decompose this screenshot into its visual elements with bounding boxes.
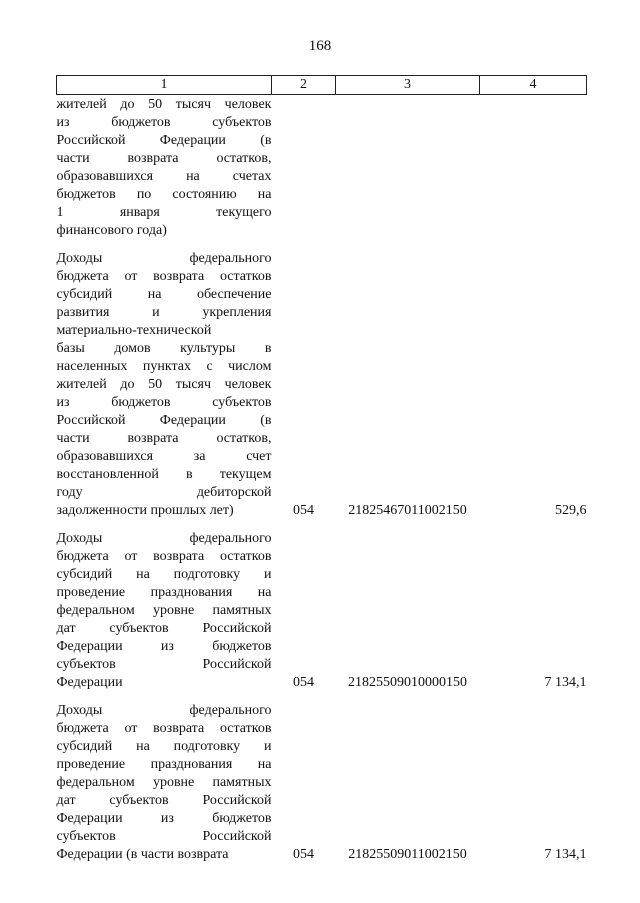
description-line: Доходы федерального <box>56 531 272 546</box>
amount-value: 7 134,1 <box>544 847 587 862</box>
description-line: развития и укрепления <box>56 305 272 320</box>
row-spacer <box>57 520 587 530</box>
description-line: году дебиторской <box>56 485 272 500</box>
description-line: субсидий на обеспечение <box>56 287 272 302</box>
description-line: материально-технической <box>56 323 212 338</box>
budget-classification-code: 21825467011002150 <box>348 503 467 518</box>
description-line: Федерации из бюджетов <box>56 811 272 826</box>
description-line: проведение празднования на <box>56 757 272 772</box>
description-line: субсидий на подготовку и <box>56 739 272 754</box>
description-line: восстановленной в текущем <box>56 467 272 482</box>
admin-code: 054 <box>293 503 314 518</box>
description-line: образовавшихся на счетах <box>56 169 272 184</box>
row-spacer <box>57 240 587 250</box>
table-body <box>57 95 587 865</box>
income-description <box>57 95 272 241</box>
table-row <box>57 530 587 692</box>
description-line: Федерации из бюджетов <box>56 639 272 654</box>
description-line: Федерации <box>56 675 123 690</box>
budget-classification-code <box>336 95 480 241</box>
budget-classification-code: 21825509011002150 <box>348 847 467 862</box>
description-line: финансового года) <box>56 223 167 238</box>
description-line: бюджета от возврата остатков <box>56 549 272 564</box>
description-line: дат субъектов Российской <box>56 621 272 636</box>
page-number: 168 <box>308 38 332 54</box>
description-line: из бюджетов субъектов <box>56 115 272 130</box>
description-line: бюджета от возврата остатков <box>56 269 272 284</box>
description-line: части возврата остатков, <box>56 431 272 446</box>
amount-value <box>480 95 587 241</box>
description-line: базы домов культуры в <box>56 341 272 356</box>
admin-code <box>272 95 336 241</box>
table-header-row <box>57 76 587 95</box>
budget-table <box>56 75 587 864</box>
income-description <box>57 530 272 692</box>
budget-classification-code: 21825509010000150 <box>348 675 467 690</box>
description-line: бюджетов по состоянию на <box>56 187 272 202</box>
table-row <box>57 95 587 241</box>
description-line: федеральном уровне памятных <box>56 775 272 790</box>
income-description <box>57 250 272 520</box>
description-line: из бюджетов субъектов <box>56 395 272 410</box>
description-line: субъектов Российской <box>56 829 272 844</box>
description-line: Доходы федерального <box>56 251 272 266</box>
description-line: задолженности прошлых лет) <box>56 503 234 518</box>
description-line: субъектов Российской <box>56 657 272 672</box>
description-line: Российской Федерации (в <box>56 133 272 148</box>
admin-code: 054 <box>293 847 314 862</box>
table-row <box>57 702 587 864</box>
description-line: 1 января текущего <box>56 205 272 220</box>
column-header-2: 2 <box>272 76 336 95</box>
admin-code: 054 <box>293 675 314 690</box>
description-line: населенных пунктах с числом <box>56 359 272 374</box>
income-description <box>57 702 272 864</box>
description-line: Доходы федерального <box>56 703 272 718</box>
row-spacer <box>57 692 587 702</box>
description-line: проведение празднования на <box>56 585 272 600</box>
table-row <box>57 250 587 520</box>
description-line: Российской Федерации (в <box>56 413 272 428</box>
description-line: части возврата остатков, <box>56 151 272 166</box>
column-header-4: 4 <box>480 76 587 95</box>
description-line: жителей до 50 тысяч человек <box>56 377 272 392</box>
column-header-1: 1 <box>57 76 272 95</box>
amount-value: 529,6 <box>555 503 587 518</box>
column-header-3: 3 <box>336 76 480 95</box>
description-line: федеральном уровне памятных <box>56 603 272 618</box>
description-line: дат субъектов Российской <box>56 793 272 808</box>
description-line: Федерации (в части возврата <box>56 847 229 862</box>
description-line: бюджета от возврата остатков <box>56 721 272 736</box>
description-line: субсидий на подготовку и <box>56 567 272 582</box>
description-line: образовавшихся за счет <box>56 449 272 464</box>
amount-value: 7 134,1 <box>544 675 587 690</box>
description-line: жителей до 50 тысяч человек <box>56 97 272 112</box>
